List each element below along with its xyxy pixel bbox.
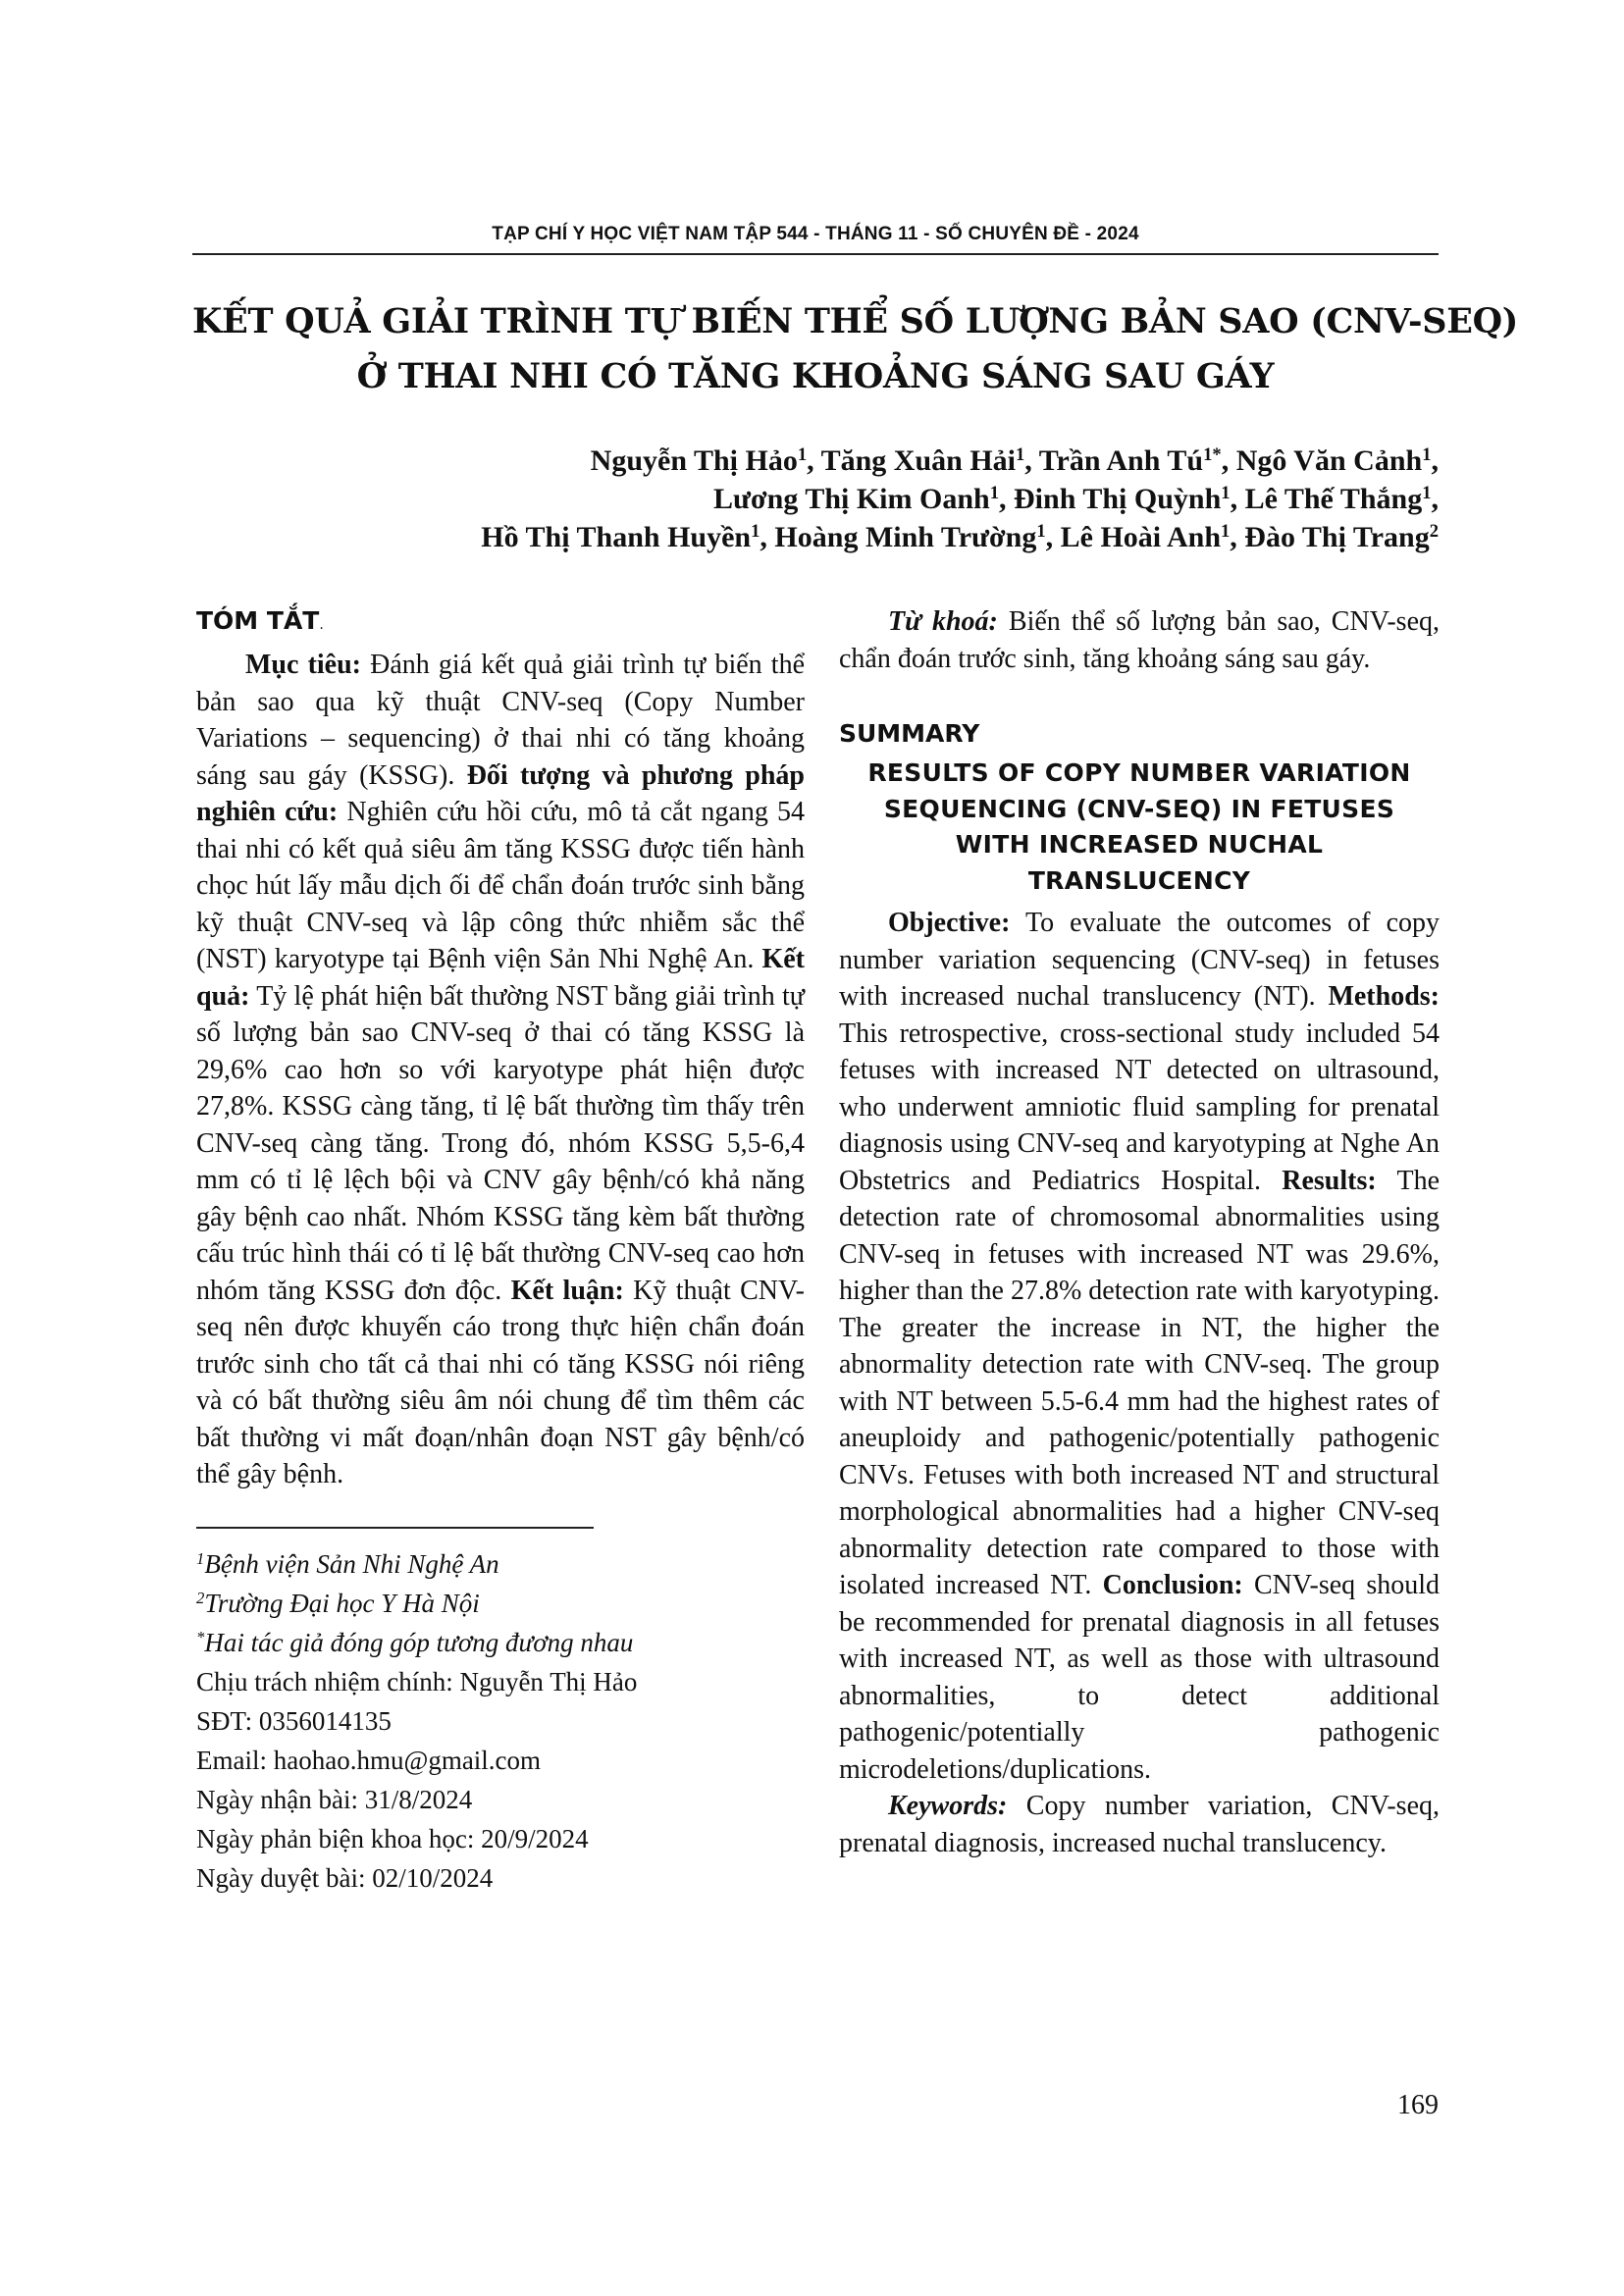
methods-label: Đối tượng và phương pháp nghiên cứu: (196, 759, 805, 827)
en-methods-label: Methods: (1328, 981, 1440, 1012)
author-affiliation-mark: 1 (1036, 520, 1046, 542)
author-affiliation-mark: 1 (989, 482, 1000, 503)
author-name: Ngô Văn Cảnh (1235, 444, 1423, 477)
author-affiliation-mark: 1 (1422, 482, 1432, 503)
author-affiliation-mark: 2 (1429, 520, 1439, 542)
author-name: Hoàng Minh Trường (774, 521, 1037, 553)
keywords-en-label: Keywords: (888, 1791, 1008, 1821)
author-line-3 (261, 518, 1439, 556)
author-name: Lê Hoài Anh (1060, 521, 1221, 553)
results-text: Tỷ lệ phát hiện bất thường NST bằng giải trình tự số lượng bản sao CNV-seq ở thai có tăng KSSG là 29,6% cao hơn so với karyotype phát hiện được 27,8%. KSSG càng tăng, tỉ lệ bất thường tìm thấy trên CNV-seq càng tăng. Trong đó, nhóm KSSG 5,5-6,4 mm có tỉ lệ lệch bội và CNV gây bệnh/có khả năng gây bệnh cao nhất. Nhóm KSSG tăng kèm bất thường cấu trúc hình thái có tỉ lệ bất thường CNV-seq cao hơn nhóm tăng KSSG đơn độc. (196, 980, 805, 1306)
footnote-affiliation-2: $^2$Trường Đại học Y Hà Nội (196, 1588, 480, 1618)
keywords-vi-text: Biến thể số lượng bản sao, CNV-seq, chẩn đoán trước sinh, tăng khoảng sáng sau gáy. (839, 606, 1440, 674)
author-line-2 (261, 480, 1439, 518)
author-separator: , (807, 444, 821, 477)
en-objective-label: Objective: (888, 908, 1011, 938)
en-conclusion-text: CNV-seq should be recommended for prenatal diagnosis in all fetuses with increased NT, as well as those with ultrasound abnormalities, to detect additional pathogenic/potentially pathogenic microdeletions/duplications. (839, 1570, 1441, 1785)
author-affiliation-mark: 1 (1016, 444, 1025, 465)
conclusion-label: Kết luận: (510, 1275, 624, 1306)
author-affiliation-mark: 1 (1422, 444, 1432, 465)
footnote-accepted-date: Ngày duyệt bài: 02/10/2024 (196, 1862, 494, 1893)
left-column (196, 603, 805, 1898)
author-separator: , (1431, 483, 1439, 515)
footnote-affiliation-1: $^1$Bệnh viện Sản Nhi Nghệ An (196, 1548, 499, 1579)
footnote-rule (196, 1527, 594, 1529)
header-rule (192, 253, 1439, 255)
footnote-phone: SĐT: 0356014135 (196, 1705, 392, 1736)
english-title-line-4: TRANSLUCENCY (1027, 865, 1251, 895)
author-line-1 (261, 442, 1439, 480)
summary-en-body (839, 905, 1440, 1788)
author-name: Tăng Xuân Hải (820, 444, 1016, 477)
en-results-label: Results: (1282, 1165, 1377, 1196)
keywords-en-text: Copy number variation, CNV-seq, prenatal diagnosis, increased nuchal translucency. (839, 1791, 1440, 1858)
author-affiliation-mark: 1 (1221, 520, 1231, 542)
footnote-equal-contribution: *Hai tác giả đóng góp tương đương nhau (196, 1627, 634, 1657)
methods-text: Nghiên cứu hồi cứu, mô tả cắt ngang 54 thai nhi có kết quả siêu âm tăng KSSG được tiến hành chọc hút lấy mẫu dịch ối để chẩn đoán trước sinh bằng kỹ thuật CNV-seq và lập công thức nhiễm sắc thể (NST) karyotype tại Bệnh viện Sản Nhi Nghệ An. (196, 797, 805, 974)
keywords-en (839, 1788, 1440, 1861)
en-methods-text: This retrospective, cross-sectional study included 54 fetuses with increased NT detected on ultrasound, who underwent amniotic fluid sampling for prenatal diagnosis using CNV-seq and karyotyping at Nghe An Obstetrics and Pediatrics Hospital. (839, 1018, 1440, 1196)
footnote-review-date: Ngày phản biện khoa học: 20/9/2024 (196, 1823, 589, 1853)
abstract-vi-body (196, 647, 805, 1493)
results-label: Kết quả: (196, 944, 805, 1012)
author-separator: , (760, 521, 775, 553)
english-title-line-2: SEQUENCING (CNV-SEQ) IN FETUSES (883, 794, 1395, 823)
objective-label: Mục tiêu: (245, 650, 361, 680)
author-affiliation-mark: 1 (1221, 482, 1231, 503)
author-separator: , (999, 483, 1015, 515)
english-title-line-3: WITH INCREASED NUCHAL (955, 830, 1324, 859)
author-name: Lương Thị Kim Oanh (713, 483, 990, 515)
right-column (839, 603, 1440, 1861)
author-separator: , (1230, 483, 1245, 515)
page-number: 169 (1397, 2090, 1439, 2120)
author-separator: , (1221, 444, 1236, 477)
en-objective-text: To evaluate the outcomes of copy number variation sequencing (CNV-seq) in fetuses with increased nuchal translucency (NT). (839, 908, 1440, 1012)
keywords-vi (839, 603, 1440, 677)
author-affiliation-mark: 1* (1203, 444, 1222, 465)
title-line-2: Ở THAI NHI CÓ TĂNG KHOẢNG SÁNG SAU GÁY (356, 356, 1275, 396)
running-head: TẠP CHÍ Y HỌC VIỆT NAM TẬP 544 - THÁNG 11 - SỐ CHUYÊN ĐỀ - 2024 (492, 224, 1139, 244)
author-list (261, 442, 1439, 556)
conclusion-text: Kỹ thuật CNV-seq nên được khuyến cáo trong thực hiện chẩn đoán trước sinh cho tất cả thai nhi có tăng KSSG nói riêng và có bất thường siêu âm nói chung để tìm thêm các bất thường vi mất đoạn/nhân đoạn NST gây bệnh/có thể gây bệnh. (196, 1275, 806, 1489)
author-name: Hồ Thị Thanh Huyền (481, 521, 752, 553)
summary-heading: SUMMARY (839, 719, 980, 748)
footnote-corresponding-author: Chịu trách nhiệm chính: Nguyễn Thị Hảo (196, 1666, 638, 1696)
abstract-heading: TÓM TẮT. (196, 606, 324, 635)
author-name: Lê Thế Thắng (1244, 483, 1423, 515)
author-name: Đào Thị Trang (1244, 521, 1430, 553)
footnote-email: Email: haohao.hmu@gmail.com (196, 1745, 542, 1775)
author-separator: , (1024, 444, 1039, 477)
en-conclusion-label: Conclusion: (1102, 1570, 1243, 1600)
author-name: Đinh Thị Quỳnh (1014, 483, 1222, 515)
keywords-vi-label: Từ khoá: (888, 606, 998, 637)
author-name: Trần Anh Tú (1038, 444, 1204, 477)
article-title (192, 294, 1519, 404)
author-affiliation-mark: 1 (797, 444, 808, 465)
en-results-text: The detection rate of chromosomal abnormalities using CNV-seq in fetuses with increased NT was 29.6%, higher than the 27.8% detection rate with karyotyping. The greater the increase in NT, the higher the abnormality detection rate with CNV-seq. The group with NT between 5.5-6.4 mm had the highest rates of aneuploidy and pathogenic/potentially pathogenic CNVs. Fetuses with both increased NT and structural morphological abnormalities had a higher CNV-seq abnormality detection rate compared to those with isolated increased NT. (839, 1165, 1440, 1600)
english-title-line-1: RESULTS OF COPY NUMBER VARIATION (867, 758, 1411, 787)
english-title (839, 756, 1440, 899)
author-separator: , (1045, 521, 1061, 553)
footnote-received-date: Ngày nhận bài: 31/8/2024 (196, 1784, 473, 1814)
objective-text: Đánh giá kết quả giải trình tự biến thể bản sao qua kỹ thuật CNV-seq (Copy Number Variations – sequencing) ở thai nhi có tăng khoảng sáng sau gáy (KSSG). (196, 650, 805, 791)
title-line-1: KẾT QUẢ GIẢI TRÌNH TỰ BIẾN THỂ SỐ LƯỢNG BẢN SAO (CNV-SEQ) (192, 301, 1519, 341)
author-separator: , (1431, 444, 1439, 477)
author-name: Nguyễn Thị Hảo (590, 444, 798, 477)
author-separator: , (1230, 521, 1245, 553)
author-affiliation-mark: 1 (751, 520, 760, 542)
